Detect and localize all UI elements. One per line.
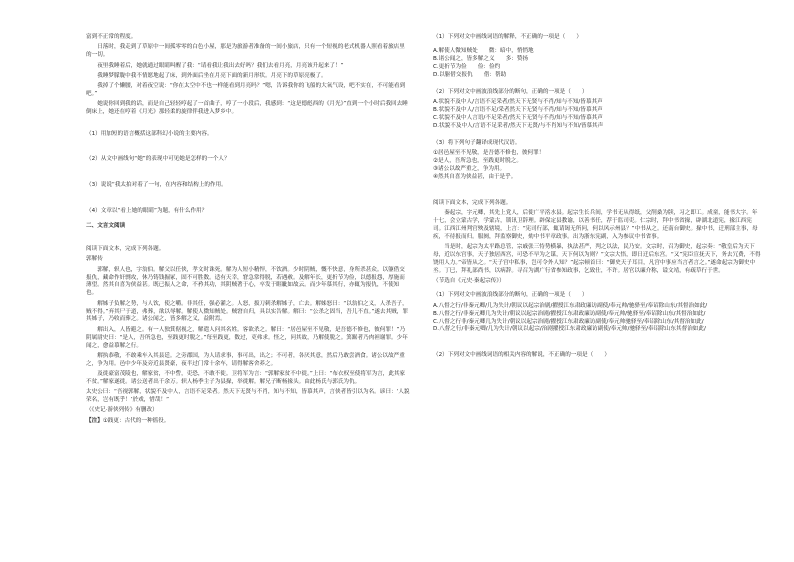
question-4: （1）下列对文中画波浪线部分的断句，正确的一项是（ ） [433, 292, 588, 299]
paragraph: 太史公曰：“吾视郭解，状貌不及中人，言语不足采者。然天下无贤与不肖，知与不知，皆慕其声，言侠者皆引以为名。谚曰：‘人貌荣名，岂有既乎！’於戏，惜哉！” [86, 389, 410, 404]
paragraph: 解姊子负解之势，与人饮，使之嚼。非其任，强必灌之。人怒，拔刀刺杀解姊子，亡去。解姊怒曰：“以翁伯之义，人杀吾子，贼不得。”弃其尸于道，弗葬，欲以辱解。解使人微知贼处。贼窘自归，具以实告解。解曰：“公杀之固当，吾儿不直。”遂去其贼，罪其姊子，乃收而葬之。诸公闻之，皆多解之义，益附焉。 [86, 300, 408, 323]
paragraph: 我掉了个懒腰，对着夜空说：“你在太空中不也一样能看到月亮吗？”嗯，告诉我你的飞船的大氧气设，吧不实在，不可能看到吧。” [86, 83, 406, 97]
paragraph: 富到不正常的程度。 [86, 34, 137, 40]
paragraph: 解出入，人皆避之。有一人独箕倨视之，解遣人问其名姓。客欲杀之。解曰：“居邑屋至不见敬，是吾德不修也，彼何罪！”乃阴属尉史曰：“是人，吾所急也，至践更时脱之。”每至践更，数过，吏弗求。怪之，问其故，乃解使脱之。箕踞者乃肉袒谢罪。少年闻之，愈益慕解之行。 [86, 326, 408, 349]
option-b: B.诸公闻之，皆多解之义 多：赞扬 [433, 56, 529, 63]
option-a: A.八督之行/非秦元卿/几为失计/朝议以起宗治剧/擢授江东肃政廉访副使/奉元帅/驰驿至/奉诏除山东/其督治如此/ [433, 302, 708, 309]
passage-title: 郭解传 [86, 256, 103, 263]
paragraph: 她说你回到我的话，而是自己轻轻哼起了一首曲子，哼了一小段后，我感到：“这是德彪西的《月光》”直到一个小时后我回去睡倒床上，她还在哼着《月光》那轻柔的旋律伴我进入梦乡中。 [86, 101, 408, 116]
option-a: A.解使人微知贼处 微：暗中，悄悄地 [433, 48, 534, 55]
option-c: C.状貌不及中人言语/不足采者/然天下无贤与不肖/知与不知/皆慕其声 [433, 115, 603, 122]
question-2: （2）下列对文中画波浪线部分的断句，正确的一项是（ ） [433, 88, 588, 95]
translate-item: ③诸公以故严重之，争为用。 [433, 165, 506, 172]
paragraph: 夜里我睡着后，她就通过眼睛叫醒了我：“请看我让我出去好吗？我们去看月亮，月亮该升起来了！” [97, 62, 344, 69]
translate-item: ①居邑屋至不见敬，是吾德不修也，彼何罪！ [433, 150, 545, 157]
question-2: （2）从文中画线句“她”的表现中可见她是怎样的一个人？ [86, 156, 230, 163]
paragraph: 当是时，起宗为太平路总管，宗戚张三恃势横暴，执法甚严，判之以法，民乃安。文宗时，召为御史，起宗奏：“敬皇后为天下母，近以东宫事，天子独居西宫，可恐不早为之谋，天下何以为则？”文宗大悟，即日迁后东宫。“又”宪臣宣抚天下，务去冗费，不得饶用人力。”帝皆从之。“天子宫中私事，岂可令外人知？”起宗顿首曰：“御史天子耳目，凡宫中事应当言者言之。”遂命起宗为御史中丞。丁巳，拜礼部尚书，以病辞。寻召为湖广行省参知政事，乞致仕，不许。居官以廉介称，谥文靖，有疏草行于世。 [433, 244, 761, 274]
option-d: D.八督之行/非秦元卿/几为失计/朝议以起宗/治剧擢授江东肃政廉访副使/奉元帅/驰驿至/奉诏除山东其督治如此/ [433, 326, 706, 333]
question-3: （3）说说“我太拍对着了一句，在内容和结构上的作用。 [86, 182, 227, 189]
note-text: ①践更：古代的一种徭役。 [102, 417, 170, 424]
option-d: D.以躯借交报仇 借：帮助 [433, 72, 507, 79]
note [86, 418, 410, 426]
source-citation: （《史记·游侠列传》有删改） [86, 407, 158, 414]
option-b: B.八督之行/非秦元卿几为失计/朝议以起宗治剧/擢授江东肃政廉访副使/奉元帅/驰驿至/奉诏除山东/其督治如此/ [433, 310, 706, 317]
source-citation: （节选自《元史·秦起宗传》） [433, 278, 505, 285]
section-heading: 二、文言文阅读 [86, 223, 126, 230]
option-a: A.状貌不及中人/言语不足采者/然天下无贤与不肖/知与不知/皆慕其声 [433, 99, 603, 106]
paragraph: 日落时，我走到了草原中一间孤零零的白色小屋，那是为旅游者准备的一间小旅店，只有一个短视的老式机器人照看着旅店里的一切。 [86, 44, 405, 59]
paragraph: 郭解，轵人也，字翁伯。解父以任侠，孝文时诛死。解为人短小精悍，不饮酒。少时阴贼，慨不快意，身所杀甚众。以躯借交报仇，藏命作奸剽攻，休乃铸钱掘冢，固不可胜数。适有天幸，窘急常得脱，若遇赦。及解年长，更折节为俭，以德报怨，厚施而薄望。然其自喜为侠益甚。既已振人之命，不矜其功，其阴贼著于心，卒发于睚眦如故云。而少年慕其行，亦辄为报仇，不使知也。 [86, 266, 405, 297]
left-column [86, 34, 410, 428]
right-column [433, 34, 761, 363]
question-4: （4）文章以“看上她的眼睛”为题，有什么作用？ [86, 208, 208, 215]
paragraph: 我睡梦朦胧中我不情愿地起了床，到外面后坐在月亮下面的新月形状。月亮下的草原亮极了。 [97, 72, 327, 79]
option-b: B.状貌不及中人/言语不足/采者然天下无贤与不肖/知与不知/皆慕其声 [433, 107, 603, 114]
paragraph: 解执恭敬，不敢乘车入其县廷。之旁郡国，为人请求事，事可出，出之；不可者，各厌其意，然后乃敢尝酒食。诸公以故严重之，争为用。邑中少年及旁近县贤豪，夜半过门常十余车，请得解客舍养之。 [86, 352, 405, 367]
paragraph: 秦起宗，字元卿，其先上党人，后徙广平洺水县。起宗生长兵间，学书无从得纸，父削桑为牍，习之即工。成童，能书大字。年十七，会立蒙古学，学蒙古，锁讯卫辞理。辟保定县教谕，以善书任，荐于监司吏。仁宗时，拜中书省掾，辟湖北道宪，掾江西宪司。江西江州判官殃及辖境，上言：“宪司行部，辄请谒无所问，何以风示州县？”中书从之。还南台御史。掾中书，迁刑部主事，母疾，不待报而归。服阕，拜监察御史，劾中书平章政事。出为浙东宪副，入为参议中书省事。 [433, 210, 758, 240]
option-d: D.状貌不及中人/言语不足采者/然天下无贤/与不肖知与不知/皆慕其声 [433, 122, 604, 129]
reading-instruction: 阅读下面文本，完成下列各题。 [433, 199, 512, 206]
paragraph: 及徙豪富茂陵也，解家贫，不中訾，吏恐，不敢不徙。卫将军为言：“郭解家贫不中徙。”上曰：“布衣权至使将军为言，此其家不贫。”解家遂徙。诸公送者出千余万。轵人杨季主子为县掾，举徙解。解兄子断杨掾头。由此杨氏与郭氏为仇。 [86, 371, 406, 385]
translate-item: ②是人，吾所急也，至践更时脱之。 [433, 158, 522, 165]
question-1: （1）用加短的语言概括这部科幻小说的主要内容。 [86, 130, 213, 137]
reading-instruction: 阅读下面文本，完成下列各题。 [86, 246, 165, 253]
option-c: C.八督之行非/秦元卿几为失计/朝议以起宗治剧/擢授江东肃政廉访副使/奉元帅驰驿至/奉诏除山东/其督治如此/ [433, 318, 704, 325]
question-1: （1）下列对文中画线词语的解释，不正确的一项是（ ） [433, 34, 582, 40]
option-c: C.更折节为俭 俭：俭约 [433, 64, 501, 71]
question-3: （3）将下列句子翻译成现代汉语。 [433, 139, 521, 146]
question-5: （2）下列对文中画线词语的相关内容的解说，不正确的一项是（ ） [433, 352, 610, 359]
translate-item: ④然其自喜为侠益甚，由于是乎。 [433, 173, 517, 180]
note-label: 【注】 [86, 417, 103, 424]
